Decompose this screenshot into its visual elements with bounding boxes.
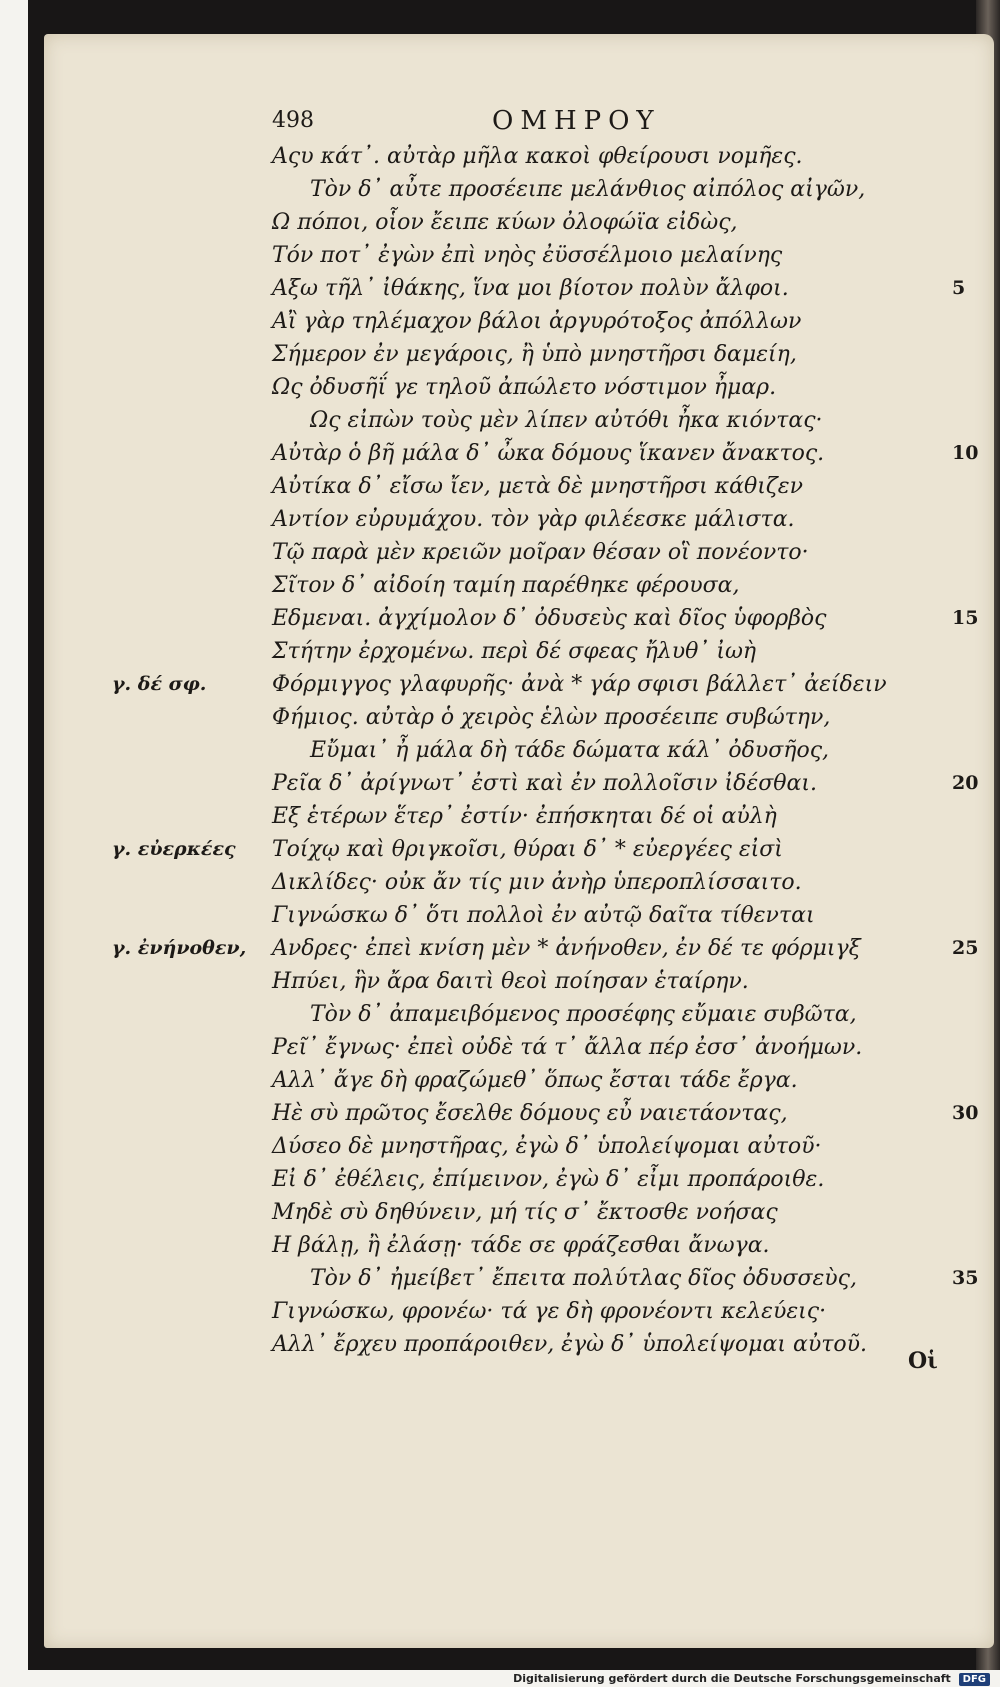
verse-line (272, 536, 972, 569)
verse-text: Φήμιος. αὐτὰρ ὁ χειρὸς ἑλὼν προσέειπε συβώτην, (272, 705, 831, 730)
verse-text: Τὸν δ᾽ αὖτε προσέειπε μελάνθιος αἰπόλος αἰγῶν, (310, 177, 866, 202)
verse-line (272, 272, 972, 305)
verse-line (272, 239, 972, 272)
verse-line (272, 1196, 972, 1229)
verse-line (272, 305, 972, 338)
line-number: 15 (952, 607, 979, 629)
verse-text: Γιγνώσκω δ᾽ ὅτι πολλοὶ ἐν αὐτῷ δαῖτα τίθενται (272, 903, 815, 928)
verse-line (112, 833, 972, 866)
page-number: 498 (272, 108, 314, 133)
verse-line (272, 1130, 972, 1163)
verse-text: Τοίχῳ καὶ θριγκοῖσι, θύραι δ᾽ * εὐεργέες εἰσὶ (272, 837, 783, 862)
verse-text: Εἰ δ᾽ ἐθέλεις, ἐπίμεινον, ἐγὼ δ᾽ εἶμι προπάροιθε. (272, 1167, 825, 1192)
verse-text: Ανδρες· ἐπεὶ κνίση μὲν * ἀνήνοθεν, ἐν δέ τε φόρμιγξ (272, 936, 861, 961)
verse-line (272, 899, 972, 932)
verse-line (272, 965, 972, 998)
verse-text: Αντίον εὐρυμάχου. τὸν γὰρ φιλέεσκε μάλιστα. (272, 507, 795, 532)
verse-text: Δικλίδες· οὐκ ἄν τίς μιν ἀνὴρ ὑπεροπλίσσαιτο. (272, 870, 802, 895)
verse-line (272, 1064, 972, 1097)
catchword: Οἱ (908, 1348, 938, 1374)
verse-line (272, 338, 972, 371)
verse-line (272, 140, 972, 173)
verse-line (272, 734, 972, 767)
verse-block (112, 140, 979, 1361)
verse-text: Τόν ποτ᾽ ἐγὼν ἐπὶ νηὸς ἐϋσσέλμοιο μελαίνης (272, 243, 783, 268)
verse-line (272, 866, 972, 899)
verse-text: Τὸν δ᾽ ἠμείβετ᾽ ἔπειτα πολύτλας δῖος ὀδυσσεὺς, (310, 1266, 857, 1291)
verse-line (272, 503, 972, 536)
verse-line (272, 206, 972, 239)
line-number: 30 (952, 1102, 979, 1124)
verse-line (272, 1097, 979, 1130)
verse-line (112, 668, 972, 701)
verse-line (272, 1229, 972, 1262)
verse-text: Τὸν δ᾽ ἀπαμειβόμενος προσέφης εὔμαιε συβῶτα, (310, 1002, 857, 1027)
verse-line (272, 1295, 972, 1328)
line-number: 20 (952, 772, 979, 794)
verse-line (272, 701, 972, 734)
verse-line (272, 173, 972, 206)
verse-text: Δύσεο δὲ μνηστῆρας, ἐγὼ δ᾽ ὑπολείψομαι αὐτοῦ· (272, 1134, 822, 1159)
verse-text: Αὐτίκα δ᾽ εἴσω ἴεν, μετὰ δὲ μνηστῆρσι κάθιζεν (272, 474, 803, 499)
verse-text: Η βάλῃ, ἢ ἐλάσῃ· τάδε σε φράζεσθαι ἄνωγα. (272, 1233, 770, 1258)
verse-text: Αἲ γὰρ τηλέμαχον βάλοι ἀργυρότοξος ἀπόλλων (272, 309, 802, 334)
verse-text: Αὐτὰρ ὁ βῆ μάλα δ᾽ ὦκα δόμους ἵκανεν ἄνακτος. (272, 441, 825, 466)
footer-credit (513, 1670, 990, 1687)
verse-text: Αλλ᾽ ἄγε δὴ φραζώμεθ᾽ ὅπως ἔσται τάδε ἔργα. (272, 1068, 798, 1093)
marginal-note: γ. εὐερκέες (112, 838, 236, 860)
line-number: 10 (952, 442, 979, 464)
verse-text: Ρεῖα δ᾽ ἀρίγνωτ᾽ ἐστὶ καὶ ἐν πολλοῖσιν ἰδέσθαι. (272, 771, 817, 796)
verse-text: Στήτην ἐρχομένω. περὶ δέ σφεας ἤλυθ᾽ ἰωὴ (272, 639, 757, 664)
marginal-note: γ. ἐνήνοθεν, (112, 937, 247, 959)
verse-text: Ω πόποι, οἷον ἔειπε κύων ὀλοφώϊα εἰδὼς, (272, 210, 738, 235)
verse-text: Αλλ᾽ ἔρχευ προπάροιθεν, ἐγὼ δ᾽ ὑπολείψομαι αὐτοῦ. (272, 1332, 868, 1357)
verse-line (272, 1031, 972, 1064)
verse-text: Ηὲ σὺ πρῶτος ἔσελθε δόμους εὖ ναιετάοντας, (272, 1101, 788, 1126)
verse-line (272, 1163, 972, 1196)
page-header (272, 108, 912, 142)
verse-line (272, 437, 979, 470)
verse-line (272, 569, 972, 602)
line-number: 5 (952, 277, 966, 299)
verse-text: Μηδὲ σὺ δηθύνειν, μή τίς σ᾽ ἔκτοσθε νοήσας (272, 1200, 778, 1225)
verse-line (272, 767, 979, 800)
verse-text: Ρεῖ᾽ ἔγνως· ἐπεὶ οὐδὲ τά τ᾽ ἄλλα πέρ ἐσσ᾽ ἀνοήμων. (272, 1035, 863, 1060)
running-title: ΟΜΗΡΟΥ (492, 106, 661, 136)
verse-line (272, 800, 972, 833)
verse-text: Γιγνώσκω, φρονέω· τά γε δὴ φρονέοντι κελεύεις· (272, 1299, 827, 1324)
verse-line (272, 371, 972, 404)
verse-text: Ως εἰπὼν τοὺς μὲν λίπεν αὐτόθι ἦκα κιόντας· (310, 408, 823, 433)
verse-text: Εξ ἑτέρων ἕτερ᾽ ἐστίν· ἐπήσκηται δέ οἱ αὐλὴ (272, 804, 777, 829)
verse-line (272, 470, 972, 503)
verse-text: Τῷ παρὰ μὲν κρειῶν μοῖραν θέσαν οἳ πονέοντο· (272, 540, 809, 565)
verse-line (272, 404, 972, 437)
verse-line (272, 998, 972, 1031)
footer-text: Digitalisierung gefördert durch die Deutsche Forschungsgemeinschaft (513, 1672, 951, 1685)
dfg-logo-icon: DFG (959, 1673, 990, 1686)
verse-line (272, 1262, 979, 1295)
verse-text: Φόρμιγγος γλαφυρῆς· ἀνὰ * γάρ σφισι βάλλετ᾽ ἀείδειν (272, 672, 887, 697)
verse-text: Αςυ κάτ᾽. αὐτὰρ μῆλα κακοὶ φθείρουσι νομῆες. (272, 144, 803, 169)
line-number: 35 (952, 1267, 979, 1289)
verse-line (272, 635, 972, 668)
verse-text: Σῖτον δ᾽ αἰδοίη ταμίη παρέθηκε φέρουσα, (272, 573, 740, 598)
line-number: 25 (952, 937, 979, 959)
verse-text: Ηπύει, ἣν ἄρα δαιτὶ θεοὶ ποίησαν ἑταίρην. (272, 969, 749, 994)
verse-line (272, 1328, 972, 1361)
marginal-note: γ. δέ σφ. (112, 673, 207, 695)
verse-text: Εὔμαι᾽ ἦ μάλα δὴ τάδε δώματα κάλ᾽ ὀδυσῆος, (310, 738, 830, 763)
verse-line (272, 602, 979, 635)
verse-text: Εδμεναι. ἀγχίμολον δ᾽ ὀδυσεὺς καὶ δῖος ὑφορβὸς (272, 606, 827, 631)
verse-text: Ως ὀδυσῆΐ γε τηλοῦ ἀπώλετο νόστιμον ἦμαρ. (272, 375, 777, 400)
verse-text: Αξω τῆλ᾽ ἰθάκης, ἵνα μοι βίοτον πολὺν ἄλφοι. (272, 276, 789, 301)
verse-line (112, 932, 979, 965)
verse-text: Σήμερον ἐν μεγάροις, ἢ ὑπὸ μνηστῆρσι δαμείη, (272, 342, 797, 367)
